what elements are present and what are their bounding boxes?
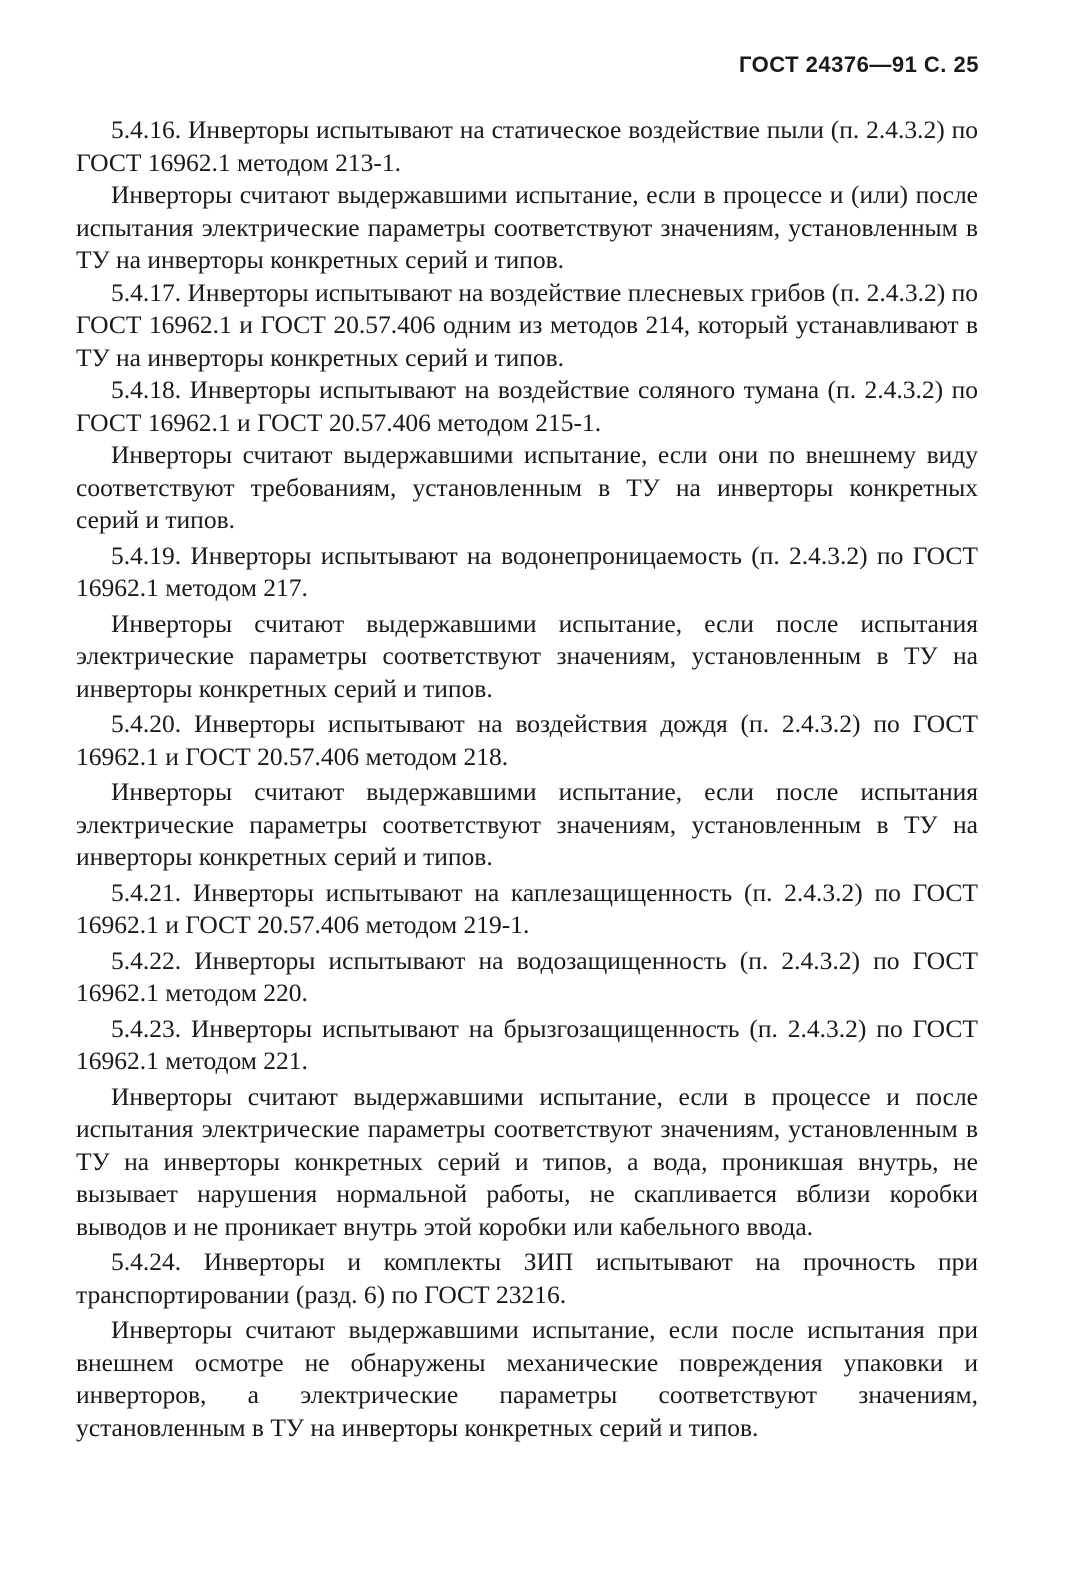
paragraph-5-4-18: 5.4.18. Инверторы испытывают на воздействие соляного тумана (п. 2.4.3.2) по ГОСТ 16962.1 и ГОСТ 20.57.406 методом 215-1. xyxy=(76,375,978,437)
paragraph-5-4-19: 5.4.19. Инверторы испытывают на водонепроницаемость (п. 2.4.3.2) по ГОСТ 16962.1 методом 217. xyxy=(76,540,978,602)
paragraph: Инверторы считают выдержавшими испытание, если после испытания электрические параметры соответствуют значениям, установленным в ТУ на инверторы конкретных серий и типов. xyxy=(76,777,978,871)
paragraph: Инверторы считают выдержавшими испытание, если они по внешнему виду соответствуют требованиям, установленным в ТУ на инверторы конкретных серий и типов. xyxy=(76,440,978,534)
paragraph-5-4-20: 5.4.20. Инверторы испытывают на воздействия дождя (п. 2.4.3.2) по ГОСТ 16962.1 и ГОСТ 20.57.406 методом 218. xyxy=(76,709,978,771)
document-body xyxy=(76,114,978,1444)
paragraph: Инверторы считают выдержавшими испытание, если после испытания при внешнем осмотре не обнаружены механические повреждения упаковки и инверторов, а электрические параметры соответствуют значениям, установленным в ТУ на инверторы конкретных серий и типов. xyxy=(76,1315,978,1442)
paragraph-5-4-22: 5.4.22. Инверторы испытывают на водозащищенность (п. 2.4.3.2) по ГОСТ 16962.1 методом 220. xyxy=(76,945,978,1007)
paragraph-5-4-21: 5.4.21. Инверторы испытывают на каплезащищенность (п. 2.4.3.2) по ГОСТ 16962.1 и ГОСТ 20.57.406 методом 219-1. xyxy=(76,877,978,939)
paragraph: Инверторы считают выдержавшими испытание, если в процессе и после испытания электрические параметры соответствуют значениям, установленным в ТУ на инверторы конкретных серий и типов, а вода, проникшая внутрь, не вызывает нарушения нормальной работы, не скапливается вблизи коробки выводов и не проникает внутрь этой коробки или кабельного ввода. xyxy=(76,1081,978,1241)
page-header: ГОСТ 24376—91 С. 25 xyxy=(738,52,979,77)
paragraph-5-4-16: 5.4.16. Инверторы испытывают на статическое воздействие пыли (п. 2.4.3.2) по ГОСТ 16962.1 методом 213-1. xyxy=(76,115,978,177)
paragraph-5-4-23: 5.4.23. Инверторы испытывают на брызгозащищенность (п. 2.4.3.2) по ГОСТ 16962.1 методом 221. xyxy=(76,1013,978,1075)
paragraph-5-4-17: 5.4.17. Инверторы испытывают на воздействие плесневых грибов (п. 2.4.3.2) по ГОСТ 16962.1 и ГОСТ 20.57.406 одним из методов 214, который устанавливают в ТУ на инверторы конкретных серий и типов. xyxy=(76,277,978,372)
paragraph: Инверторы считают выдержавшими испытание, если после испытания электрические параметры соответствуют значениям, установленным в ТУ на инверторы конкретных серий и типов. xyxy=(76,608,978,703)
paragraph-5-4-24: 5.4.24. Инверторы и комплекты ЗИП испытывают на прочность при транспортировании (разд. 6) по ГОСТ 23216. xyxy=(76,1247,978,1309)
paragraph: Инверторы считают выдержавшими испытание, если в процессе и (или) после испытания электрические параметры соответствуют значениям, установленным в ТУ на инверторы конкретных серий и типов. xyxy=(76,180,978,274)
